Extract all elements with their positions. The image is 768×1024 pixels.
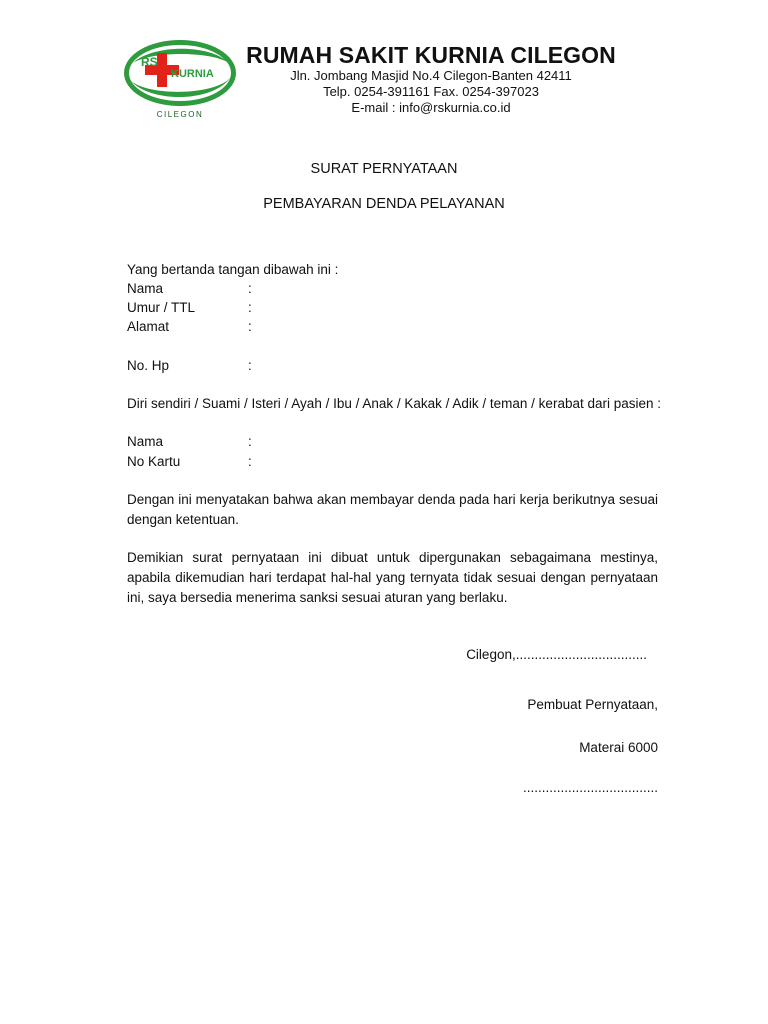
logo-rs-text: RS [141, 55, 158, 69]
hospital-name: RUMAH SAKIT KURNIA CILEGON [246, 42, 616, 68]
closing-paragraph: Demikian surat pernyataan ini dibuat untuk dipergunakan sebagaimana mestinya, apabila dikemudian hari terdapat hal-hal yang ternyata tidak sesuai dengan pernyataan ini, saya bersedia menerima sanksi sesuai aturan yang berlaku. [127, 550, 658, 605]
field-label-alamat: Alamat [127, 319, 170, 334]
logo-city-text: CILEGON [156, 110, 204, 119]
intro-text: Yang bertanda tangan dibawah ini : [127, 262, 339, 277]
maker-label: Pembuat Pernyataan, [527, 697, 658, 712]
field-colon: : [248, 281, 252, 296]
hospital-email: E-mail : info@rskurnia.co.id [351, 100, 511, 115]
field-colon: : [248, 319, 252, 334]
field-colon: : [248, 454, 252, 469]
patient-label-no-kartu: No Kartu [127, 454, 181, 469]
field-colon: : [248, 300, 252, 315]
logo-kurnia-text: KURNIA [171, 68, 214, 80]
statement-paragraph: Dengan ini menyatakan bahwa akan membayar denda pada hari kerja berikutnya sesuai dengan ketentuan. [127, 492, 658, 527]
field-label-no-hp: No. Hp [127, 358, 170, 373]
field-colon: : [248, 434, 252, 449]
relation-text: Diri sendiri / Suami / Isteri / Ayah / Ibu / Anak / Kakak / Adik / teman / kerabat dari pasien : [127, 396, 662, 411]
field-label-umur-ttl: Umur / TTL [127, 300, 196, 315]
document-subtitle: PEMBAYARAN DENDA PELAYANAN [263, 196, 505, 212]
hospital-logo [121, 37, 239, 121]
place-date-line: Cilegon,................................... [466, 647, 647, 662]
signature-name-line: .................................... [522, 780, 658, 795]
field-label-nama: Nama [127, 281, 164, 296]
hospital-phone: Telp. 0254-391161 Fax. 0254-397023 [323, 84, 539, 99]
field-colon: : [248, 358, 252, 373]
document-title: SURAT PERNYATAAN [310, 161, 458, 177]
patient-label-nama: Nama [127, 434, 164, 449]
stamp-label: Materai 6000 [579, 740, 658, 755]
hospital-address: Jln. Jombang Masjid No.4 Cilegon-Banten 42411 [290, 68, 572, 83]
